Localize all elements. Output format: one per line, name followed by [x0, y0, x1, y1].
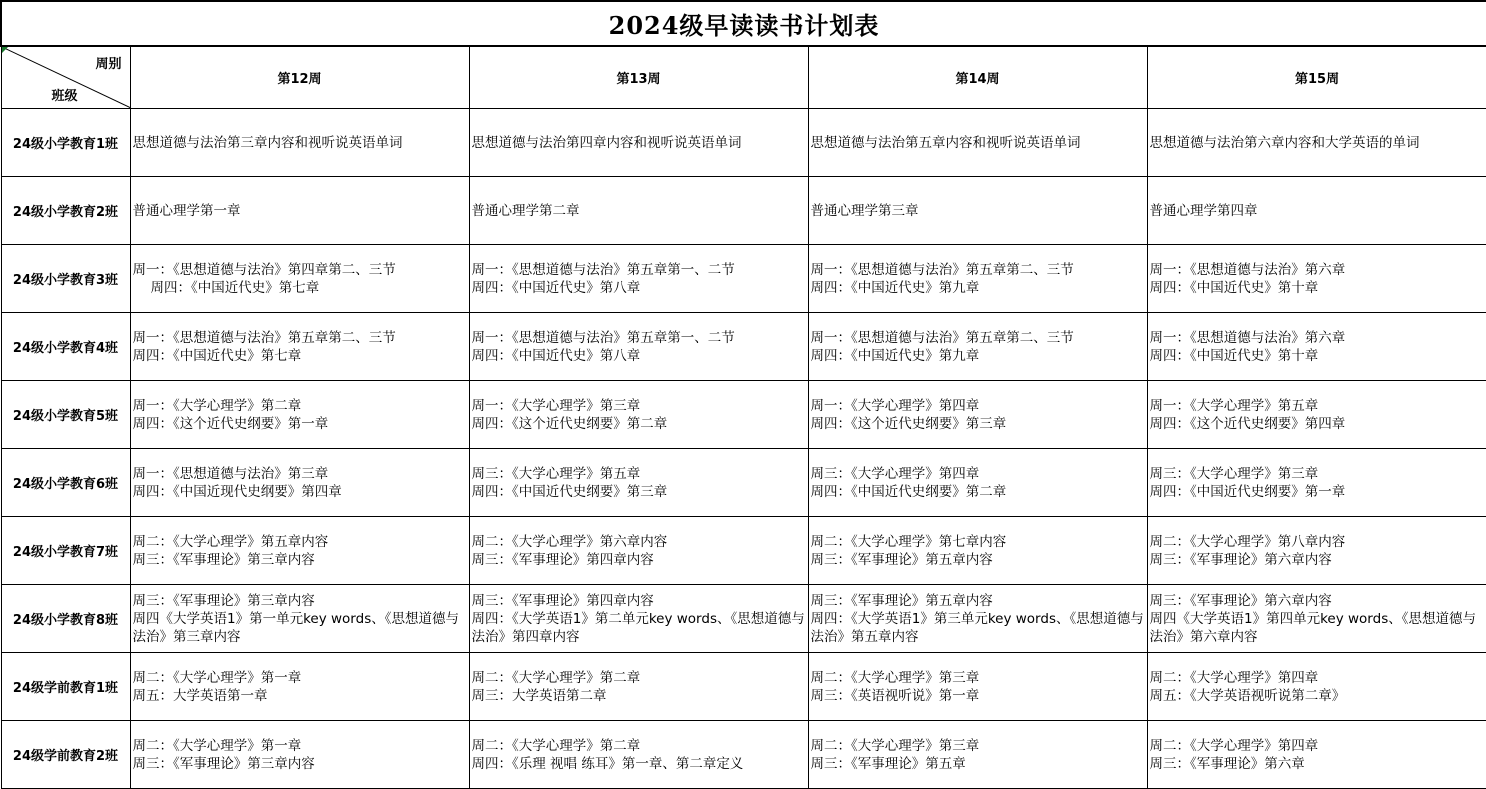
week-header-15[interactable]: 第15周 — [1147, 46, 1486, 109]
plan-line: 普通心理学第二章 — [471, 202, 580, 219]
plan-line: 周一：《思想道德与法治》第六章 — [1149, 329, 1346, 346]
plan-cell-week-13[interactable] — [469, 585, 808, 653]
plan-line: 普通心理学第四章 — [1149, 202, 1258, 219]
plan-line: 普通心理学第一章 — [132, 202, 241, 219]
table-row — [1, 449, 1486, 517]
plan-cell-week-12[interactable] — [130, 381, 469, 449]
plan-line: 周四：《中国近代史》第九章 — [810, 279, 980, 296]
table-body — [1, 109, 1486, 789]
plan-line: 周一：《大学心理学》第三章 — [471, 397, 641, 414]
plan-cell-week-15[interactable] — [1147, 721, 1486, 789]
plan-line: 周一：《思想道德与法治》第三章 — [132, 465, 329, 482]
plan-cell-week-13[interactable] — [469, 517, 808, 585]
plan-cell-week-15[interactable] — [1147, 313, 1486, 381]
plan-line: 周一：《大学心理学》第五章 — [1149, 397, 1319, 414]
class-name-cell[interactable]: 24级小学教育5班 — [1, 381, 130, 449]
plan-line: 周二：《大学心理学》第七章内容 — [810, 533, 1007, 550]
plan-cell-week-15[interactable] — [1147, 381, 1486, 449]
week-header-12[interactable]: 第12周 — [130, 46, 469, 109]
plan-line: 周四：《中国近代史》第九章 — [810, 347, 980, 364]
plan-line: 周三：《军事理论》第六章 — [1149, 755, 1305, 772]
plan-cell-week-15[interactable] — [1147, 109, 1486, 177]
plan-line: 周三：《军事理论》第六章内容 — [1149, 592, 1332, 609]
plan-line: 周五：《大学英语视听说第二章》 — [1149, 687, 1346, 704]
plan-line: 思想道德与法治第三章内容和视听说英语单词 — [132, 134, 403, 151]
plan-cell-week-13[interactable] — [469, 721, 808, 789]
plan-line: 周四：《中国近代史纲要》第二章 — [810, 483, 1007, 500]
plan-cell-week-15[interactable] — [1147, 517, 1486, 585]
plan-line: 周一：《思想道德与法治》第五章第二、三节 — [810, 261, 1074, 278]
plan-line: 周一：《思想道德与法治》第五章第二、三节 — [132, 329, 396, 346]
plan-cell-week-12[interactable] — [130, 177, 469, 245]
plan-line: 周二：《大学心理学》第五章内容 — [132, 533, 329, 550]
corner-header-cell[interactable] — [1, 46, 130, 109]
plan-cell-week-14[interactable] — [808, 313, 1147, 381]
plan-cell-week-14[interactable] — [808, 381, 1147, 449]
plan-line: 周四：《这个近代史纲要》第二章 — [471, 415, 668, 432]
plan-line: 周一：《思想道德与法治》第四章第二、三节 — [132, 261, 396, 278]
plan-cell-week-12[interactable] — [130, 313, 469, 381]
plan-line: 周二：《大学心理学》第一章 — [132, 669, 302, 686]
plan-line: 周四：《中国近代史纲要》第三章 — [471, 483, 668, 500]
class-name-cell[interactable]: 24级小学教育6班 — [1, 449, 130, 517]
table-row — [1, 381, 1486, 449]
plan-cell-week-15[interactable] — [1147, 449, 1486, 517]
plan-line: 周二：《大学心理学》第二章 — [471, 669, 641, 686]
plan-line: 周一：《大学心理学》第四章 — [810, 397, 980, 414]
header-row — [1, 46, 1486, 109]
table-row — [1, 109, 1486, 177]
plan-cell-week-12[interactable] — [130, 109, 469, 177]
class-name-cell[interactable]: 24级学前教育2班 — [1, 721, 130, 789]
table-row — [1, 721, 1486, 789]
plan-line: 周四：《中国近代史》第八章 — [471, 279, 641, 296]
plan-line: 周一：《大学心理学》第二章 — [132, 397, 302, 414]
plan-line: 周四：《中国近代史纲要》第一章 — [1149, 483, 1346, 500]
plan-cell-week-13[interactable] — [469, 313, 808, 381]
plan-line: 思想道德与法治第五章内容和视听说英语单词 — [810, 134, 1081, 151]
plan-cell-week-13[interactable] — [469, 109, 808, 177]
plan-line: 周三：大学英语第二章 — [471, 687, 607, 704]
class-name-cell[interactable]: 24级小学教育7班 — [1, 517, 130, 585]
table-title[interactable]: 2024级早读读书计划表 — [1, 1, 1486, 46]
plan-cell-week-13[interactable] — [469, 245, 808, 313]
plan-cell-week-14[interactable] — [808, 653, 1147, 721]
plan-cell-week-14[interactable] — [808, 109, 1147, 177]
plan-cell-week-12[interactable] — [130, 653, 469, 721]
table-row — [1, 245, 1486, 313]
plan-line: 思想道德与法治第六章内容和大学英语的单词 — [1149, 134, 1420, 151]
class-name-cell[interactable]: 24级小学教育8班 — [1, 585, 130, 653]
plan-line: 周一：《思想道德与法治》第六章 — [1149, 261, 1346, 278]
plan-line: 周三：《大学心理学》第四章 — [810, 465, 980, 482]
plan-line: 周四：《大学英语1》第三单元key words、《思想道德与法治》第五章内容 — [810, 610, 1144, 645]
plan-line: 周三：《大学心理学》第三章 — [1149, 465, 1319, 482]
corner-label-class: 班级 — [51, 89, 78, 104]
class-name-cell[interactable]: 24级小学教育4班 — [1, 313, 130, 381]
class-name-cell[interactable]: 24级小学教育2班 — [1, 177, 130, 245]
table-row — [1, 177, 1486, 245]
plan-line: 周二：《大学心理学》第六章内容 — [471, 533, 668, 550]
week-header-13[interactable]: 第13周 — [469, 46, 808, 109]
plan-line: 周三：《军事理论》第四章内容 — [471, 592, 654, 609]
class-name-cell[interactable]: 24级学前教育1班 — [1, 653, 130, 721]
plan-cell-week-13[interactable] — [469, 177, 808, 245]
plan-cell-week-15[interactable] — [1147, 653, 1486, 721]
week-header-14[interactable]: 第14周 — [808, 46, 1147, 109]
table-row — [1, 585, 1486, 653]
corner-label-week: 周别 — [95, 57, 122, 72]
plan-line: 周四：《这个近代史纲要》第四章 — [1149, 415, 1346, 432]
plan-line: 周二：《大学心理学》第四章 — [1149, 669, 1319, 686]
plan-line: 周二：《大学心理学》第三章 — [810, 669, 980, 686]
plan-line: 思想道德与法治第四章内容和视听说英语单词 — [471, 134, 742, 151]
plan-cell-week-13[interactable] — [469, 381, 808, 449]
plan-line: 周三：《军事理论》第三章内容 — [132, 551, 315, 568]
plan-line: 周二：《大学心理学》第一章 — [132, 737, 302, 754]
plan-line: 周四：《大学英语1》第二单元key words、《思想道德与法治》第四章内容 — [471, 610, 805, 645]
title-row — [1, 1, 1486, 46]
plan-line: 周四：《中国近代史》第十章 — [1149, 279, 1319, 296]
plan-cell-week-14[interactable] — [808, 517, 1147, 585]
plan-line: 周一：《思想道德与法治》第五章第一、二节 — [471, 261, 735, 278]
plan-cell-week-12[interactable] — [130, 721, 469, 789]
plan-line: 周四：《这个近代史纲要》第一章 — [132, 415, 329, 432]
class-name-cell[interactable]: 24级小学教育3班 — [1, 245, 130, 313]
plan-line: 周三：《军事理论》第六章内容 — [1149, 551, 1332, 568]
plan-cell-week-14[interactable] — [808, 585, 1147, 653]
plan-cell-week-15[interactable] — [1147, 177, 1486, 245]
plan-line: 周二：《大学心理学》第三章 — [810, 737, 980, 754]
plan-cell-week-14[interactable] — [808, 721, 1147, 789]
plan-line: 周四：《中国近代史》第七章 — [150, 279, 320, 296]
plan-line: 周三：《英语视听说》第一章 — [810, 687, 980, 704]
plan-cell-week-13[interactable] — [469, 449, 808, 517]
plan-line: 周三：《军事理论》第三章内容 — [132, 755, 315, 772]
plan-line: 普通心理学第三章 — [810, 202, 919, 219]
plan-line: 周四：《中国近现代史纲要》第四章 — [132, 483, 342, 500]
plan-line: 周三：《军事理论》第四章内容 — [471, 551, 654, 568]
plan-line: 周四：《乐理 视唱 练耳》第一章、第二章定义 — [471, 755, 744, 772]
table-row — [1, 313, 1486, 381]
plan-line: 周五：大学英语第一章 — [132, 687, 268, 704]
plan-line: 周四《大学英语1》第四单元key words、《思想道德与法治》第六章内容 — [1149, 610, 1476, 645]
plan-cell-week-13[interactable] — [469, 653, 808, 721]
plan-line: 周三：《大学心理学》第五章 — [471, 465, 641, 482]
plan-line: 周二：《大学心理学》第四章 — [1149, 737, 1319, 754]
plan-line: 周二：《大学心理学》第八章内容 — [1149, 533, 1346, 550]
plan-line: 周一：《思想道德与法治》第五章第二、三节 — [810, 329, 1074, 346]
plan-line: 周四：《中国近代史》第八章 — [471, 347, 641, 364]
plan-line: 周四：《中国近代史》第七章 — [132, 347, 302, 364]
plan-cell-week-12[interactable] — [130, 585, 469, 653]
plan-line: 周三：《军事理论》第五章 — [810, 755, 966, 772]
plan-cell-week-14[interactable] — [808, 177, 1147, 245]
plan-line: 周一：《思想道德与法治》第五章第一、二节 — [471, 329, 735, 346]
plan-cell-week-12[interactable] — [130, 449, 469, 517]
table-row — [1, 517, 1486, 585]
class-name-cell[interactable]: 24级小学教育1班 — [1, 109, 130, 177]
plan-line: 周二：《大学心理学》第二章 — [471, 737, 641, 754]
table-row — [1, 653, 1486, 721]
plan-cell-week-15[interactable] — [1147, 245, 1486, 313]
plan-cell-week-15[interactable] — [1147, 585, 1486, 653]
plan-line: 周四：《中国近代史》第十章 — [1149, 347, 1319, 364]
plan-line: 周三：《军事理论》第三章内容 — [132, 592, 315, 609]
plan-cell-week-14[interactable] — [808, 245, 1147, 313]
plan-line: 周四《大学英语1》第一单元key words、《思想道德与法治》第三章内容 — [132, 610, 459, 645]
plan-cell-week-14[interactable] — [808, 449, 1147, 517]
plan-cell-week-12[interactable] — [130, 245, 469, 313]
plan-cell-week-12[interactable] — [130, 517, 469, 585]
plan-line: 周三：《军事理论》第五章内容 — [810, 551, 993, 568]
plan-line: 周三：《军事理论》第五章内容 — [810, 592, 993, 609]
plan-line: 周四：《这个近代史纲要》第三章 — [810, 415, 1007, 432]
